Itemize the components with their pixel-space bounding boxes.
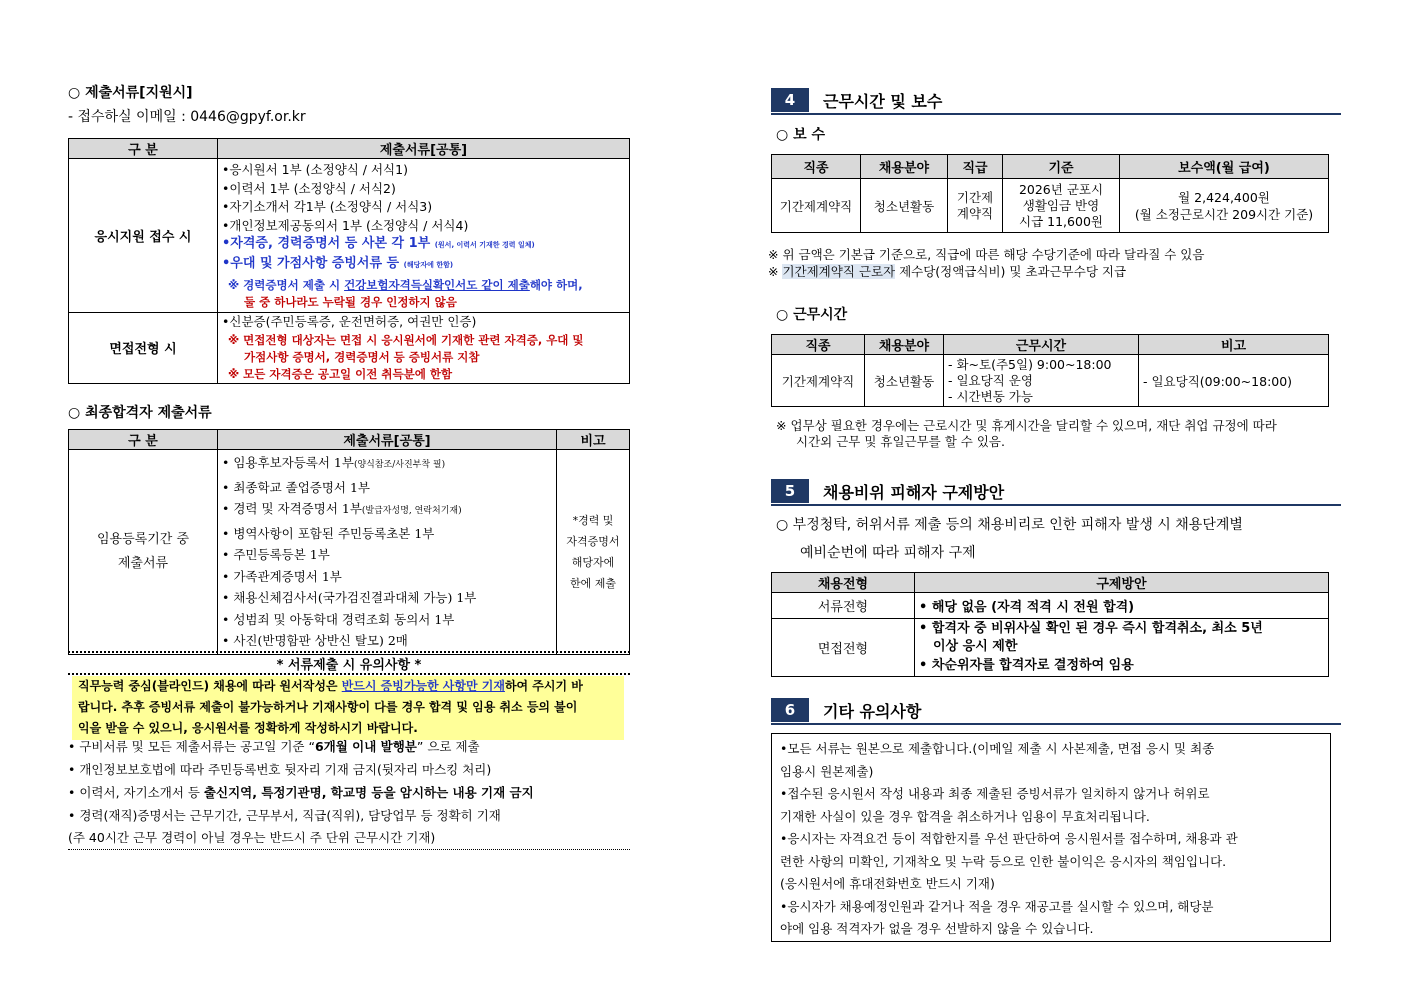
caution-text: 랍니다. 추후 증빙서류 제출이 불가능하거나 기재사항이 다를 경우 합격 및 임용 취소 등의 불이 [78,700,578,714]
notes-line: •모든 서류는 원본으로 제출합니다.(이메일 제출 시 사본제출, 면접 응시 및 최종 [780,741,1215,756]
cell: 월 2,424,400원 (월 소정근로시간 209시간 기준) [1120,179,1329,233]
list-item: • 경력 및 자격증명서 1부 [222,501,362,516]
list-item: • 가족관계증명서 1부 [222,568,342,584]
section-number: 6 [771,698,809,722]
note: ※ 모든 자격증은 공고일 이전 취득분에 한함 [228,366,453,381]
cell: 2026년 군포시 생활임금 반영 시급 11,600원 [1003,179,1120,233]
notes-box [771,733,1331,942]
note-line: 자격증명서 [566,534,620,548]
caution-text: 하여 주시기 바 [504,679,583,693]
divider [68,651,630,653]
notes-line: •접수된 응시원서 작성 내용과 최종 제출된 증빙서류가 일치하지 않거나 허위로 [780,786,1210,801]
small-note: (원서, 이력서 기재한 경력 일체) [434,241,535,249]
notes-line: 기재한 사실이 있을 경우 합격을 취소하거나 임용이 무효처리됩니다. [780,808,1150,824]
note-underline: 건강보험자격득실확인서도 같이 제출 [344,278,530,292]
cell-line: - 시간변동 가능 [948,388,1033,404]
caution-underline: 반드시 증빙가능한 사항만 기재 [341,679,505,693]
bullet-bold: 출신지역, 특정기관명, 학교명 등을 암시하는 내용 기재 금지 [203,785,534,800]
cell-line: - 일요당직 운영 [948,372,1033,388]
list-item: •우대 및 가점사항 증빙서류 등 [222,255,400,271]
caution-title: * 서류제출 시 유의사항 * [276,658,422,673]
small-note: (발급자성명, 연락처기재) [361,506,462,516]
th: 직급 [948,155,1003,179]
small-note: (양식참조/사진부착 필) [353,460,446,470]
note: 둘 중 하나라도 누락될 경우 인정하지 않음 [244,294,457,309]
notes-line: •응시자는 자격요건 등이 적합한지를 우선 판단하여 응시원서를 접수하며, 채용과 관 [780,831,1238,846]
th-note: 비고 [557,430,630,450]
pay-table [771,154,1329,233]
bullet-text: • 구비서류 및 모든 제출서류는 공고일 기준 “ [68,739,315,754]
hours-note: 시간외 근무 및 휴일근무를 할 수 있음. [796,434,1005,449]
divider [68,673,630,675]
notes-line: •응시자가 채용예정인원과 같거나 적을 경우 재공고를 실시할 수 있으며, 해당분 [780,898,1214,914]
caution-box [72,676,624,740]
submission-table [68,138,630,384]
notes-line: (응시원서에 휴대전화번호 반드시 기재) [780,876,995,891]
section-5-text: ○ 부정청탁, 허위서류 제출 등의 채용비리로 인한 피해자 발생 시 채용단계별 [776,517,1243,533]
note-line: *경력 및 [572,513,614,527]
list-item: • 사진(반명함판 상반신 탈모) 2매 [222,633,408,648]
section-title: 기타 유의사항 [823,701,922,721]
small-note: (해당자에 한함) [403,260,454,269]
row-interview-label: 면접전형 시 [69,312,218,384]
section-number: 4 [771,88,809,112]
notes-line: 야에 임용 적격자가 없을 경우 선발하지 않을 수 있습니다. [780,921,1094,936]
th-docs: 제출서류[공통] [218,139,630,159]
list-item: •자기소개서 각1부 (소정양식 / 서식3) [222,199,433,214]
row-apply-label: 응시지원 접수 시 [69,159,218,313]
th: 채용분야 [865,335,944,355]
note: ※ 면접전형 대상자는 면접 시 응시원서에 기재한 관련 자격증, 우대 및 [228,333,584,347]
final-label: 임용등록기간 중 [96,531,190,547]
pay-note-highlight: 기간제계약직 근로자 [782,264,896,279]
cell: 기간제계약직 [772,179,861,233]
cell: 면접전형 [772,619,915,677]
pay-title: ○ 보 수 [776,127,826,143]
cell: • 해당 없음 (자격 적격 시 전원 합격) [915,593,1329,619]
th: 기준 [1003,155,1120,179]
cell: 서류전형 [772,593,915,619]
section-number: 5 [771,479,809,503]
final-label: 제출서류 [117,555,169,571]
final-docs-title: ○ 최종합격자 제출서류 [68,405,212,421]
th-docs: 제출서류[공통] [218,430,557,450]
cell: 기간제 계약직 [948,179,1003,233]
section-5-header [771,478,1341,506]
pay-note: ※ 위 금액은 기본급 기준으로, 직급에 따른 해당 수당기준에 따라 달라질 수 있음 [768,247,1205,262]
section-6-header [771,697,1341,725]
list-item: •응시원서 1부 (소정양식 / 서식1) [222,162,408,177]
th: 보수액(월 급여) [1120,155,1329,179]
list-item: • 성범죄 및 아동학대 경력조회 동의서 1부 [222,611,455,627]
note: ※ 경력증명서 제출 시 [228,278,345,292]
section-title: 채용비위 피해자 구제방안 [823,482,1005,502]
th-category: 구 분 [69,430,218,450]
hours-table [771,334,1329,407]
th: 구제방안 [915,573,1329,593]
note-line: 해당자에 [571,555,615,569]
cell: 청소년활동 [865,355,944,407]
notes-line: 임용시 원본제출) [780,763,874,779]
bullet-text: • 개인정보보호법에 따라 주민등록번호 뒷자리 기재 금지(뒷자리 마스킹 처리) [68,762,492,777]
bullet-text: • 경력(재직)증명서는 근무기간, 근무부서, 직급(직위), 담당업무 등 정확히 기재 [68,808,501,823]
divider [68,849,630,850]
notes-line: 련한 사항의 미확인, 기재착오 및 누락 등으로 인한 불이익은 응시자의 책임입니다. [780,853,1227,869]
cell: - 일요당직(09:00~18:00) [1139,355,1329,407]
list-item: • 병역사항이 포함된 주민등록초본 1부 [222,525,435,541]
section-5-text: 예비순번에 따라 피해자 구제 [800,545,976,561]
bullet-text: • 이력서, 자기소개서 등 [68,785,204,800]
list-item: • 최종학교 졸업증명서 1부 [222,479,370,495]
cell: 청소년활동 [861,179,948,233]
cell-line: • 합격자 중 비위사실 확인 된 경우 즉시 합격취소, 최소 5년 [919,620,1263,636]
list-item: •개인정보제공동의서 1부 (소정양식 / 서식4) [222,217,469,233]
cell-line: 이상 응시 제한 [933,639,1018,655]
bullet-text: ” 으로 제출 [416,739,480,754]
bullet-bold: 6개월 이내 발행분 [314,739,417,754]
caution-text: 익을 받을 수 있으니, 응시원서를 정확하게 작성하시기 바랍니다. [78,721,418,735]
docs-title: ○ 제출서류[지원시] [68,85,193,101]
th-category: 구 분 [69,139,218,159]
section-4-header [771,87,1341,115]
section-title: 근무시간 및 보수 [823,91,943,111]
cell: 기간제계약직 [772,355,865,407]
list-item: •신분증(주민등록증, 운전면허증, 여권만 인증) [222,313,477,329]
list-item: •이력서 1부 (소정양식 / 서식2) [222,180,396,196]
th: 비고 [1139,335,1329,355]
relief-table [771,572,1329,677]
final-docs-table [68,429,630,655]
th: 근무시간 [944,335,1139,355]
note: 가점사항 증명서, 경력증명서 등 증빙서류 지참 [244,349,480,364]
cell-line: • 차순위자를 합격자로 결정하여 임용 [919,657,1134,673]
email-line: - 접수하실 이메일 : 0446@gpyf.or.kr [68,109,306,125]
pay-note: ※ [768,264,783,279]
pay-note: 제수당(정액급식비) 및 초과근무수당 지급 [895,264,1127,279]
list-item: •자격증, 경력증명서 등 사본 각 1부 [222,236,431,251]
th: 채용전형 [772,573,915,593]
note-line: 한에 제출 [569,576,616,590]
bullet-text: (주 40시간 근무 경력이 아닐 경우는 반드시 주 단위 근무시간 기재) [68,830,436,845]
note: 해야 하며, [529,278,583,292]
th: 직종 [772,335,865,355]
list-item: • 채용신체검사서(국가검진결과대체 가능) 1부 [222,590,477,605]
hours-note: ※ 업무상 필요한 경우에는 근로시간 및 휴게시간을 달리할 수 있으며, 재단 취업 규정에 따라 [776,418,1277,433]
cell-line: - 화~토(주5일) 9:00~18:00 [948,356,1112,372]
list-item: • 임용후보자등록서 1부 [222,455,354,470]
hours-title: ○ 근무시간 [776,307,848,323]
th: 직종 [772,155,861,179]
th: 채용분야 [861,155,948,179]
list-item: • 주민등록등본 1부 [222,547,330,562]
caution-text: 직무능력 중심(블라인드) 채용에 따라 원서작성은 [78,679,342,693]
